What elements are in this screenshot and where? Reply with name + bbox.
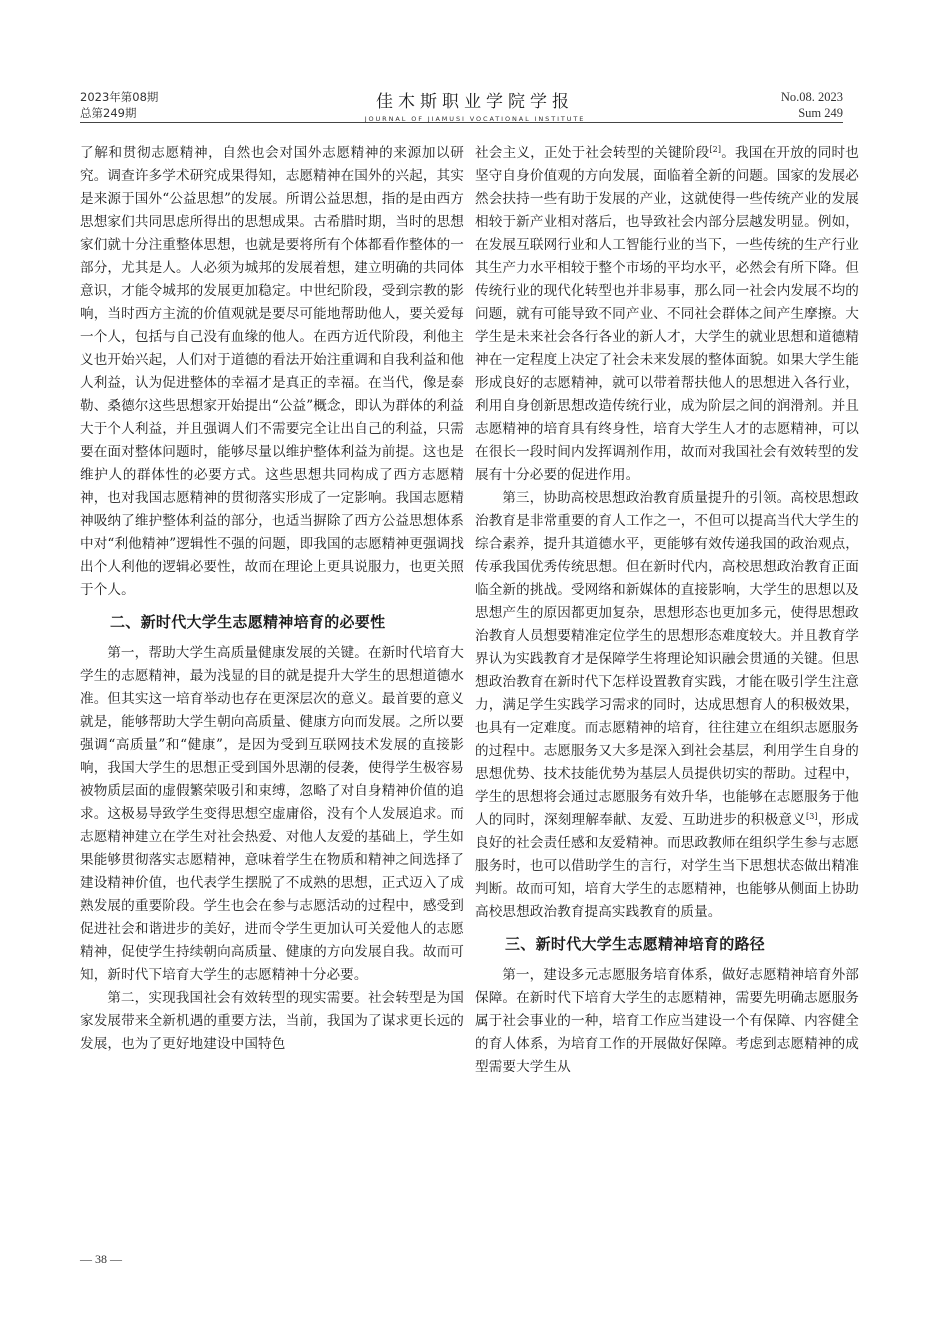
right-column [475,142,859,1079]
issue-no: No.08. 2023 [780,90,843,104]
journal-header [300,92,650,124]
paragraph [475,142,859,487]
text-run: 第三，协助高校思想政治教育质量提升的引领。高校思想政治教育是非常重要的育人工作之一，不但可以提高当代大学生的综合素养，提升其道德水平，更能够有效传递我国的政治观点，传承我国优秀传统思想。但在新时代内，高校思想政治教育正面临全新的挑战。受网络和新媒体的直接影响，大学生的思想以及思想产生的原因都更加复杂，思想形态也更加多元，使得思想政治教育人员想要精准定位学生的思想形态难度较大。并且教育学界认为实践教育才是保障学生将理论知识融会贯通的关键。但思想政治教育在新时代下怎样设置教育实践，才能在吸引学生注意力，满足学生实践学习需求的同时，达成思想育人的积极效果，也具有一定难度。而志愿精神的培育，往往建立在组织志愿服务的过程中。志愿服务又大多是深入到社会基层，利用学生自身的思想优势、技术技能优势为基层人员提供切实的帮助。过程中，学生的思想将会通过志愿服务有效升华，也能够在志愿服务于他人的同时，深刻理解奉献、友爱、互助进步的积极意义 [475,490,859,828]
paragraph: 第二，实现我国社会有效转型的现实需要。社会转型是为国家发展带来全新机遇的重要方法，当前，我国为了谋求更长远的发展，也为了更好地建设中国特色 [80,990,464,1052]
citation: [2] [709,145,722,154]
section-heading: 三、新时代大学生志愿精神培育的路径 [505,935,766,953]
issue-sum: Sum 249 [798,106,843,120]
journal-subtitle: JOURNAL OF JIAMUSI VOCATIONAL INSTITUTE [364,115,586,123]
journal-title: 佳木斯职业学院学报 [376,92,574,112]
issue-total: 总第249期 [80,106,137,120]
paragraph: 第一，建设多元志愿服务培育体系，做好志愿精神培育外部保障。在新时代下培育大学生的志愿精神，需要先明确志愿服务属于社会事业的一种，培育工作应当建设一个有保障、内容健全的育人体系，为培育工作的开展做好保障。考虑到志愿精神的成型需要大学生从 [475,967,859,1075]
text-run: ，形成良好的社会责任感和友爱精神。而思政教师在组织学生参与志愿服务时，也可以借助学生的言行，对学生当下思想状态做出精准判断。故而可知，培育大学生的志愿精神，也能够从侧面上协助高校思想政治教育提高实践教育的质量。 [475,812,859,920]
header-divider [80,122,843,123]
issue-info [80,89,158,121]
issue-number [781,89,843,121]
citation: [3] [805,812,818,821]
paragraph: 了解和贯彻志愿精神，自然也会对国外志愿精神的来源加以研究。调查许多学术研究成果得知，志愿精神在国外的兴起，其实是来源于国外“公益思想”的发展。所谓公益思想，指的是由西方思想家们共同思虑所得出的思想成果。古希腊时期，当时的思想家们就十分注重整体思想，也就是要将所有个体都看作整体的一部分，尤其是人。人必须为城邦的发展着想，建立明确的共同体意识，才能令城邦的发展更加稳定。中世纪阶段，受到宗教的影响，当时西方主流的价值观就是要尽可能地帮助他人，要关爱每一个人，包括与自己没有血缘的他人。在西方近代阶段，利他主义也开始兴起，人们对于道德的看法开始注重调和自我利益和他人利益，认为促进整体的幸福才是真正的幸福。在当代，像是泰勒、桑德尔这些思想家开始提出“公益”概念，即认为群体的利益大于个人利益，并且强调人们不需要完全让出自己的利益，只需要在面对整体问题时，能够尽量以维护整体利益为前提。这也是维护人的群体性的必要方式。这些思想共同构成了西方志愿精神，也对我国志愿精神的贯彻落实形成了一定影响。我国志愿精神吸纳了维护整体利益的部分，也适当摒除了西方公益思想体系中对“利他精神”逻辑性不强的问题，即我国的志愿精神更强调找出个人利他的逻辑必要性，故而在理论上更具说服力，也更关照于个人。 [80,145,464,598]
page-number: — 38 — [80,1252,122,1266]
left-column [80,142,464,1056]
text-run: 。我国在开放的同时也坚守自身价值观的方向发展，面临着全新的问题。国家的发展必然会扶持一些有助于发展的产业，这就使得一些传统产业的发展相较于新产业相对落后，也导致社会内部分层越发明显。例如，在发展互联网行业和人工智能行业的当下，一些传统的生产行业其生产力水平相较于整个市场的平均水平，必然会有所下降。但传统行业的现代化转型也并非易事，那么同一社会内发展不均的问题，就有可能导致不同产业、不同社会群体之间产生摩擦。大学生是未来社会各行各业的新人才，大学生的就业思想和道德精神在一定程度上决定了社会未来发展的整体面貌。如果大学生能形成良好的志愿精神，就可以带着帮扶他人的思想进入各行业，利用自身创新思想改造传统行业，成为阶层之间的润滑剂。并且志愿精神的培育具有终身性，培育大学生人才的志愿精神，可以在很长一段时间内发挥调剂作用，故而对我国社会有效转型的发展有十分必要的促进作用。 [475,145,860,483]
paragraph [475,487,859,924]
issue-year: 2023年第08期 [80,90,159,104]
text-run: 社会主义，正处于社会转型的关键阶段 [475,145,710,161]
paragraph: 第一，帮助大学生高质量健康发展的关键。在新时代培育大学生的志愿精神，最为浅显的目的就是提升大学生的思想道德水准。但其实这一培育举动也存在更深层次的意义。最首要的意义就是，能够帮助大学生朝向高质量、健康方向而发展。之所以要强调“高质量”和“健康”，是因为受到互联网技术发展的直接影响，我国大学生的思想正受到国外思潮的侵袭，使得学生极容易被物质层面的虚假繁荣吸引和束缚，忽略了对自身精神价值的追求。这极易导致学生变得思想空虚庸俗，没有个人发展追求。而志愿精神建立在学生对社会热爱、对他人友爱的基础上，学生如果能够贯彻落实志愿精神，意味着学生在物质和精神之间选择了建设精神价值，也代表学生摆脱了不成熟的思想，正式迈入了成熟发展的重要阶段。学生也会在参与志愿活动的过程中，感受到促进社会和谐进步的美好，进而令学生更加认可关爱他人的志愿精神，促使学生持续朝向高质量、健康的方向发展自我。故而可知，新时代下培育大学生的志愿精神十分必要。 [80,645,464,983]
section-heading: 二、新时代大学生志愿精神培育的必要性 [110,613,386,631]
